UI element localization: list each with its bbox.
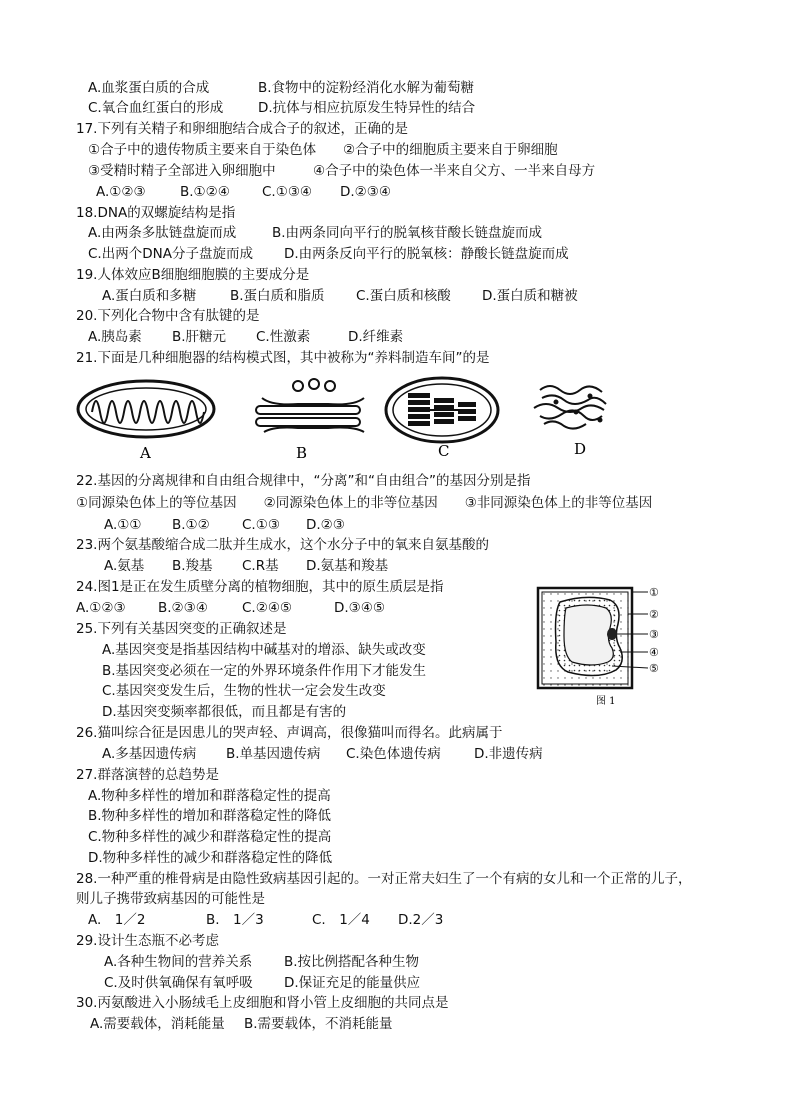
q23-option-c: C.R基	[242, 558, 279, 574]
q17-statement-3: ③受精时精子全部进入卵细胞中	[88, 163, 276, 179]
q22-option-a: A.①①	[104, 517, 142, 533]
q25-option-d: D.基因突变频率都很低，而且都是有害的	[102, 704, 347, 720]
figure-label-b: B	[296, 444, 308, 462]
q23-stem: 23.两个氨基酸缩合成二肽并生成水，这个水分子中的氧来自氨基酸的	[76, 537, 489, 553]
q23-option-b: B.羧基	[172, 558, 213, 574]
q29-option-b: B.按比例搭配各种生物	[284, 954, 420, 970]
q26-option-c: C.染色体遗传病	[346, 746, 441, 762]
q16-option-d: D.抗体与相应抗原发生特异性的结合	[258, 100, 476, 116]
q19-stem: 19.人体效应B细胞细胞膜的主要成分是	[76, 267, 310, 283]
q25-option-b: B.基因突变必须在一定的外界环境条件作用下才能发生	[102, 663, 427, 679]
q19-option-d: D.蛋白质和糖被	[482, 288, 578, 304]
cell-mark-1: ①	[649, 586, 659, 599]
figure-caption: 图 1	[596, 696, 616, 707]
er-figure	[534, 386, 606, 429]
q19-option-b: B.蛋白质和脂质	[230, 288, 325, 304]
q30-option-a: A.需要载体，消耗能量	[90, 1016, 225, 1032]
golgi-figure	[256, 379, 364, 432]
q18-option-c: C.出两个DNA分子盘旋而成	[88, 246, 253, 262]
q20-stem: 20.下列化合物中含有肽键的是	[76, 308, 260, 324]
q29-option-d: D.保证充足的能量供应	[284, 975, 421, 991]
q27-option-b: B.物种多样性的增加和群落稳定性的降低	[88, 808, 332, 824]
q24-option-b: B.②③④	[158, 600, 208, 616]
q30-option-b: B.需要载体，不消耗能量	[244, 1016, 393, 1032]
q30-stem: 30.丙氨酸进入小肠绒毛上皮细胞和肾小管上皮细胞的共同点是	[76, 995, 449, 1011]
q28-option-d: D.2／3	[398, 912, 444, 928]
q19-option-c: C.蛋白质和核酸	[356, 288, 451, 304]
q24-option-a: A.①②③	[76, 600, 126, 616]
figure-label-a: A	[140, 444, 151, 462]
q17-statement-4: ④合子中的染色体一半来自父方、一半来自母方	[313, 163, 596, 179]
q17-option-d: D.②③④	[340, 184, 391, 200]
cell-mark-3: ③	[649, 628, 659, 641]
q28-option-b: B. 1／3	[206, 912, 264, 928]
q26-option-a: A.多基因遗传病	[102, 746, 197, 762]
cell-mark-2: ②	[649, 608, 659, 621]
plant-cell-figure	[528, 584, 678, 710]
q18-option-b: B.由两条同向平行的脱氧核苷酸长链盘旋而成	[272, 225, 543, 241]
q29-option-c: C.及时供氧确保有氧呼吸	[104, 975, 253, 991]
q27-stem: 27.群落演替的总趋势是	[76, 767, 219, 783]
q27-option-a: A.物种多样性的增加和群落稳定性的提高	[88, 788, 331, 804]
q17-statement-2: ②合子中的细胞质主要来自于卵细胞	[343, 142, 558, 158]
q28-option-a: A. 1／2	[88, 912, 146, 928]
q18-option-a: A.由两条多肽链盘旋而成	[88, 225, 237, 241]
q24-stem: 24.图1是正在发生质壁分离的植物细胞，其中的原生质层是指	[76, 579, 444, 595]
q17-statement-1: ①合子中的遗传物质主要来自于染色体	[88, 142, 317, 158]
q23-option-d: D.氨基和羧基	[306, 558, 389, 574]
q29-option-a: A.各种生物间的营养关系	[104, 954, 253, 970]
q22-stem: 22.基因的分离规律和自由组合规律中，“分离”和“自由组合”的基因分别是指	[76, 473, 531, 489]
q27-option-d: D.物种多样性的减少和群落稳定性的降低	[88, 850, 333, 866]
q25-stem: 25.下列有关基因突变的正确叙述是	[76, 621, 287, 637]
q26-option-d: D.非遗传病	[474, 746, 543, 762]
figure-label-d: D	[574, 440, 587, 458]
q22-option-c: C.①③	[242, 517, 280, 533]
q26-stem: 26.猫叫综合征是因患儿的哭声轻、声调高，很像猫叫而得名。此病属于	[76, 725, 503, 741]
q24-option-c: C.②④⑤	[242, 600, 293, 616]
organelle-figures	[70, 376, 630, 464]
q20-option-c: C.性激素	[256, 329, 311, 345]
figure-label-c: C	[438, 442, 450, 460]
q25-option-c: C.基因突变发生后，生物的性状一定会发生改变	[102, 683, 386, 699]
cell-mark-5: ⑤	[649, 662, 659, 675]
q18-stem: 18.DNA的双螺旋结构是指	[76, 205, 236, 221]
q22-items: ①同源染色体上的等位基因 ②同源染色体上的非等位基因 ③非同源染色体上的非等位基因	[76, 495, 653, 511]
q16-option-a: A.血浆蛋白质的合成	[88, 80, 210, 96]
q20-option-a: A.胰岛素	[88, 329, 142, 345]
q25-option-a: A.基因突变是指基因结构中碱基对的增添、缺失或改变	[102, 642, 426, 658]
q17-option-b: B.①②④	[180, 184, 230, 200]
q17-option-c: C.①③④	[262, 184, 313, 200]
q28-stem-line-1: 28.一种严重的椎骨病是由隐性致病基因引起的。一对正常夫妇生了一个有病的女儿和一个正常的儿子，	[76, 871, 692, 887]
q20-option-d: D.纤维素	[348, 329, 404, 345]
q20-option-b: B.肝糖元	[172, 329, 227, 345]
q16-option-b: B.食物中的淀粉经消化水解为葡萄糖	[258, 80, 475, 96]
q28-stem-line-2: 则儿子携带致病基因的可能性是	[76, 891, 265, 907]
q17-option-a: A.①②③	[96, 184, 146, 200]
q21-stem: 21.下面是几种细胞器的结构模式图，其中被称为“养料制造车间”的是	[76, 350, 490, 366]
q17-stem: 17.下列有关精子和卵细胞结合成合子的叙述，正确的是	[76, 121, 408, 137]
q24-option-d: D.③④⑤	[334, 600, 385, 616]
q18-option-d: D.由两条反向平行的脱氧核：静酸长链盘旋而成	[284, 246, 569, 262]
cell-mark-4: ④	[649, 646, 659, 659]
q22-option-d: D.②③	[306, 517, 345, 533]
q29-stem: 29.设计生态瓶不必考虑	[76, 933, 219, 949]
mitochondrion-figure	[78, 381, 214, 437]
chloroplast-figure	[386, 378, 498, 442]
q23-option-a: A.氨基	[104, 558, 145, 574]
q27-option-c: C.物种多样性的减少和群落稳定性的提高	[88, 829, 332, 845]
q28-option-c: C. 1／4	[312, 912, 370, 928]
q16-option-c: C.氧合血红蛋白的形成	[88, 100, 224, 116]
q19-option-a: A.蛋白质和多糖	[102, 288, 197, 304]
q26-option-b: B.单基因遗传病	[226, 746, 321, 762]
q22-option-b: B.①②	[172, 517, 210, 533]
